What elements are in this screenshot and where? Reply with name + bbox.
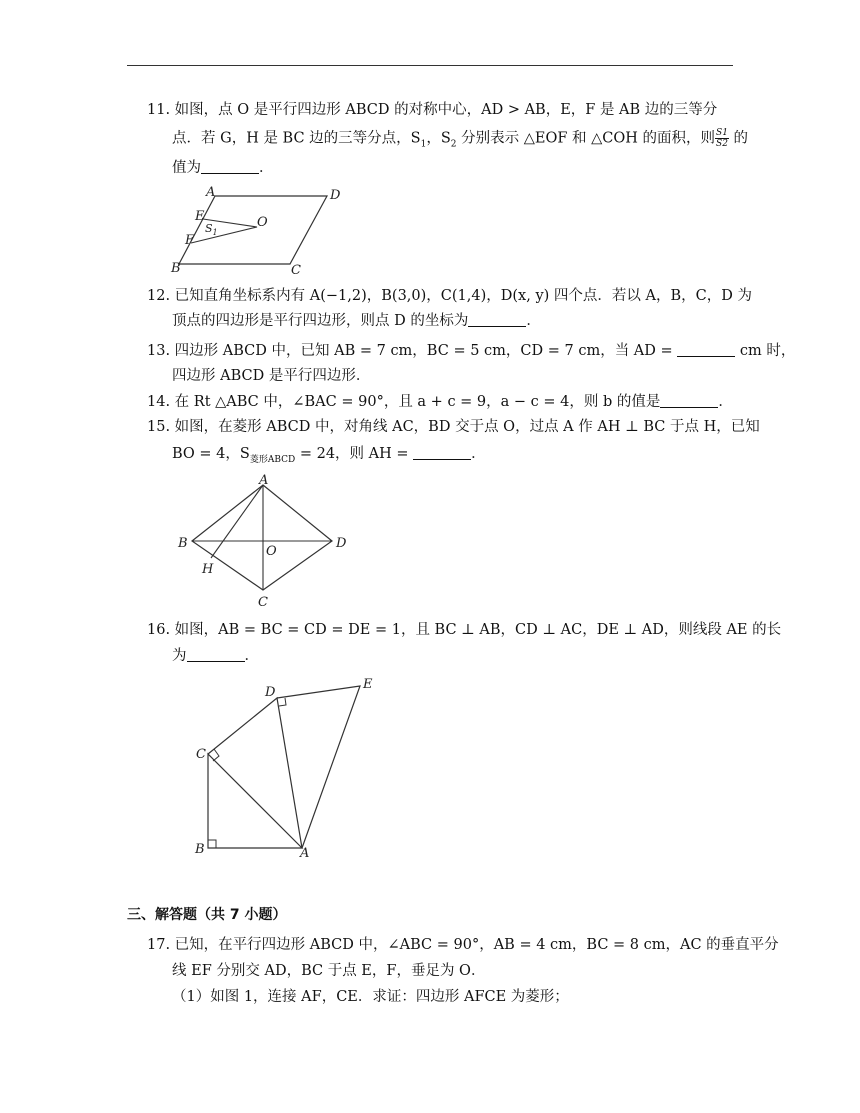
q17-line-2: 线 EF 分别交 AD，BC 于点 E，F，垂足为 O． xyxy=(172,963,486,979)
label-C: C xyxy=(196,747,206,762)
s1-s2-fraction: $\frac{S1}{S2}$ xyxy=(716,128,728,149)
answer-blank xyxy=(677,342,735,357)
q11-figure xyxy=(165,180,355,280)
label-H: H xyxy=(202,562,214,577)
label-A: A xyxy=(206,185,216,200)
label-B: B xyxy=(195,842,205,857)
label-A: A xyxy=(259,473,269,488)
q16-line-1: 16. 如图，AB = BC = CD = DE = 1，且 BC ⊥ AB，CD ⊥ AC，DE ⊥ AD，则线段 AE 的长 xyxy=(147,622,782,638)
label-C: C xyxy=(291,263,301,278)
label-E: E xyxy=(195,209,205,224)
q13-line-1: 13. 四边形 ABCD 中，已知 AB = 7 cm，BC = 5 cm，CD = 7 cm，当 AD = cm 时， xyxy=(147,343,796,359)
q16-line-2: 为 ． xyxy=(172,648,259,664)
q12-line-2: 顶点的四边形是平行四边形，则点 D 的坐标为 ． xyxy=(172,313,541,329)
q11-line-2: 点．若 G，H 是 BC 边的三等分点，$S_1$，$S_2$ 分别表示 △EOF 和 △COH 的面积，则 $\frac{S1}{S2}$ 的 xyxy=(172,128,749,150)
label-E: E xyxy=(363,677,373,692)
label-F: F xyxy=(185,233,195,248)
q17-line-1: 17. 已知，在平行四边形 ABCD 中，∠ABC = 90°，AB = 4 cm，BC = 8 cm，AC 的垂直平分 xyxy=(147,937,779,953)
q15-line-1: 15. 如图，在菱形 ABCD 中，对角线 AC，BD 交于点 O，过点 A 作 AH ⊥ BC 于点 H，已知 xyxy=(147,419,760,435)
q15-line-2: BO = 4，$S_{菱形ABCD} = 24$，则 AH = ． xyxy=(172,446,486,465)
label-B: B xyxy=(178,536,188,551)
q11-line-3: 值为 ． xyxy=(172,160,274,176)
q14-line-1: 14. 在 Rt △ABC 中，∠BAC = 90°，且 a + c = 9，a − c = 4，则 b 的值是 ． xyxy=(147,394,733,410)
answer-blank xyxy=(187,647,245,662)
label-O: O xyxy=(257,215,268,230)
label-A: A xyxy=(300,846,310,861)
section-heading: 三、解答题（共 7 小题） xyxy=(127,907,287,923)
answer-blank xyxy=(413,445,471,460)
q11-line-1: 11. 如图，点 O 是平行四边形 ABCD 的对称中心，AD > AB，E，F 是 AB 边的三等分 xyxy=(147,102,718,118)
label-B: B xyxy=(171,261,181,276)
q12-line-1: 12. 已知直角坐标系内有 A(−1,2)，B(3,0)，C(1,4)，D(x, y) 四个点．若以 A，B，C，D 为 xyxy=(147,288,752,304)
header-rule xyxy=(127,65,733,66)
answer-blank xyxy=(468,312,526,327)
label-D: D xyxy=(336,536,347,551)
q15-figure xyxy=(175,470,360,615)
q16-figure xyxy=(190,672,390,862)
label-S1: $S_1$ xyxy=(205,222,218,237)
label-D: D xyxy=(330,188,341,203)
q17-line-3: （1）如图 1，连接 AF，CE．求证：四边形 AFCE 为菱形； xyxy=(172,989,569,1005)
label-D: D xyxy=(265,685,276,700)
answer-blank xyxy=(660,393,718,408)
q13-line-2: 四边形 ABCD 是平行四边形． xyxy=(172,368,371,384)
label-C: C xyxy=(258,595,268,610)
answer-blank xyxy=(201,159,259,174)
label-O: O xyxy=(266,544,277,559)
